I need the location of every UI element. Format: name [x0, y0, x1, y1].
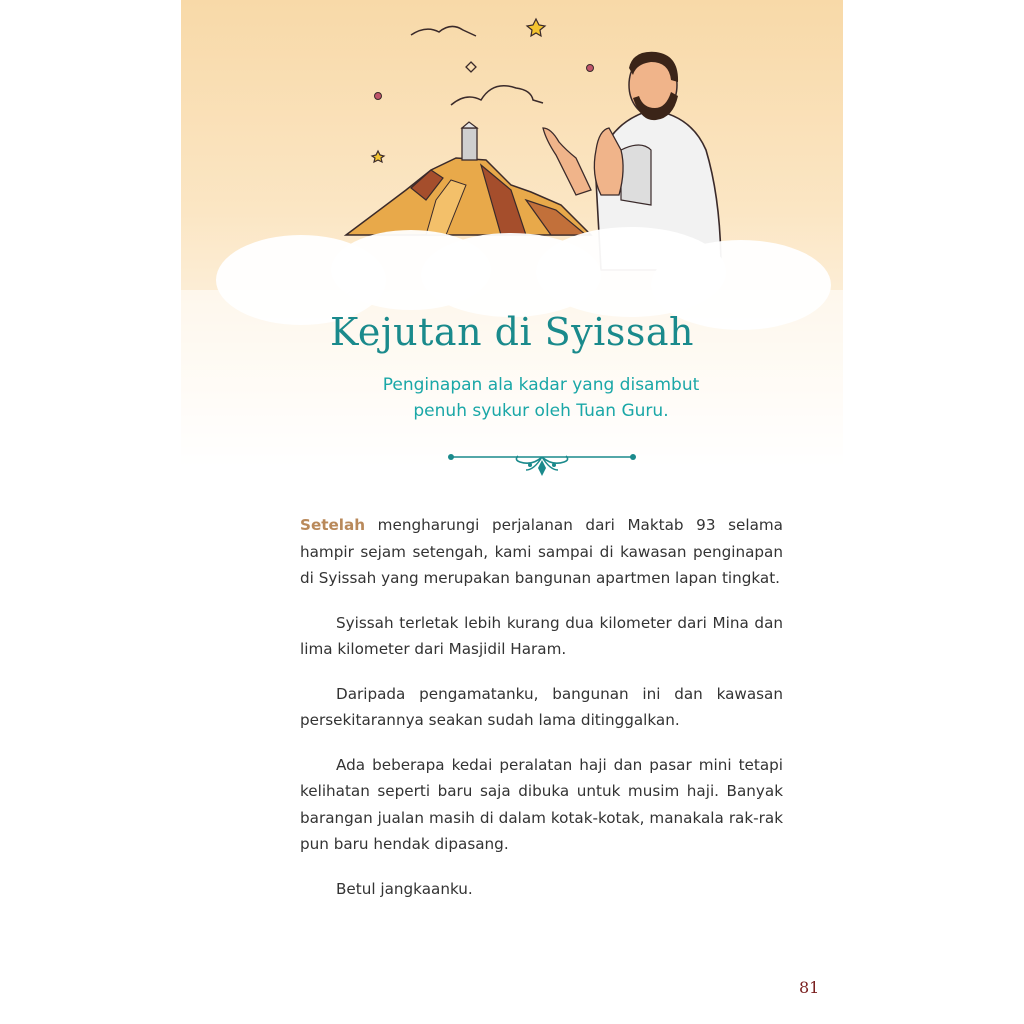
chapter-title: Kejutan di Syissah — [330, 310, 694, 354]
chapter-subtitle — [331, 372, 751, 424]
paragraph-text: mengharungi perjalanan dari Maktab 93 selama hampir sejam setengah, kami sampai di kawasan penginapan di Syissah yang merupakan bangunan apartmen lapan tingkat. — [300, 516, 783, 587]
paragraph: Syissah terletak lebih kurang dua kilometer dari Mina dan lima kilometer dari Masjidil Haram. — [300, 613, 783, 658]
book-page — [181, 0, 843, 1024]
page-number: 81 — [799, 978, 820, 997]
subtitle-line-2: penuh syukur oleh Tuan Guru. — [413, 401, 669, 421]
cloud-outline-large — [451, 86, 543, 105]
paragraph: Betul jangkaanku. — [336, 879, 473, 898]
cloud-outline-small — [411, 26, 476, 36]
lead-word: Setelah — [300, 516, 366, 534]
star-icon — [372, 151, 384, 162]
paragraph: Daripada pengamatanku, bangunan ini dan kawasan persekitarannya seakan sudah lama ditinggalkan. — [300, 684, 783, 729]
paragraph — [300, 512, 783, 592]
body-text — [300, 512, 783, 920]
ornament-divider-icon — [446, 448, 638, 480]
star-icon — [527, 19, 545, 36]
dot-icon — [375, 93, 382, 100]
diamond-icon — [466, 62, 476, 72]
paragraph: Ada beberapa kedai peralatan haji dan pasar mini tetapi kelihatan seperti baru saja dibuka untuk musim haji. Banyak barangan jualan masih di dalam kotak-kotak, manakala rak-rak pun baru hendak dipasang. — [300, 755, 783, 853]
dot-icon — [587, 65, 594, 72]
subtitle-line-1: Penginapan ala kadar yang disambut — [382, 375, 700, 395]
